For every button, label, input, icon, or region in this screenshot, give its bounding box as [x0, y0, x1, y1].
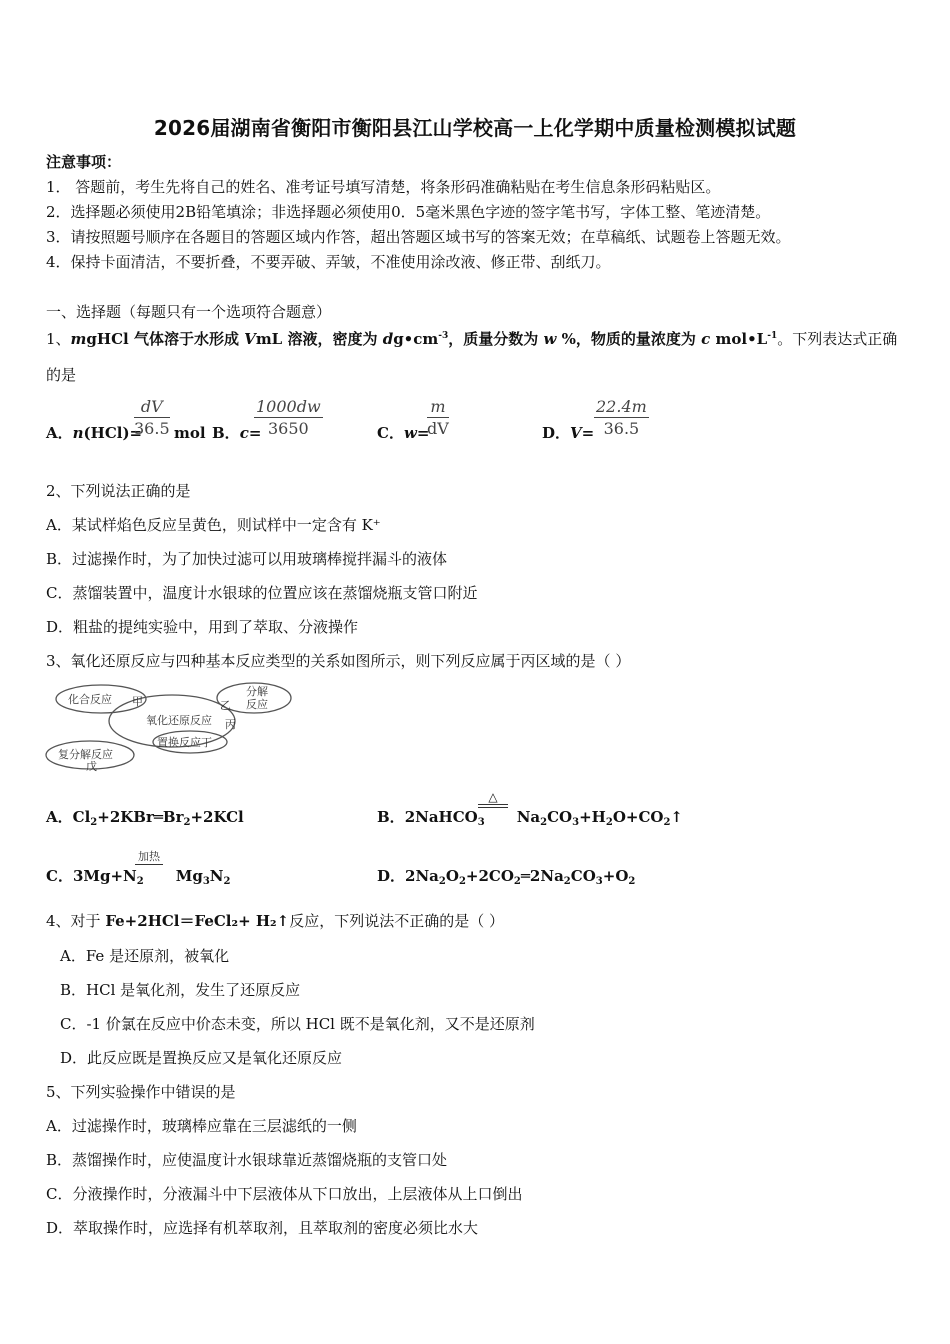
q5-option-a[interactable]: A．过滤操作时，玻璃棒应靠在三层滤纸的一侧: [46, 1117, 357, 1135]
option-var: n: [72, 424, 84, 442]
q4-text: 4、对于: [46, 912, 106, 930]
q1-option-a-fraction: [134, 397, 170, 438]
option-label: A．: [46, 808, 73, 826]
option-text: (HCl)=: [83, 424, 143, 442]
q3-option-b-eq-line-top: [478, 804, 508, 805]
label-decomposition-1: 分解: [246, 685, 268, 698]
q1-var: d: [382, 330, 394, 348]
option-text: =: [416, 424, 430, 442]
q1-option-c-fraction: [427, 397, 449, 438]
q1-option-a[interactable]: [46, 423, 142, 443]
q3-option-c[interactable]: C．$3Mg+N_2$ $Mg_3N_2$: [46, 867, 231, 887]
question-1-stem: [46, 326, 897, 349]
label-yi: 乙: [220, 699, 231, 712]
option-label: C．: [46, 867, 73, 885]
q1-text: g•cm: [393, 330, 439, 348]
q1-option-b-fraction: [254, 397, 323, 438]
fraction-denominator: 36.5: [603, 419, 640, 438]
q2-option-b[interactable]: B．过滤操作时，为了加快过滤可以用玻璃棒搅拌漏斗的液体: [46, 550, 448, 568]
q2-option-c[interactable]: C．蒸馏装置中，温度计水银球的位置应该在蒸馏烧瓶支管口附近: [46, 584, 478, 602]
q1-option-d-fraction: [594, 397, 649, 438]
fraction-numerator: 22.4m: [596, 397, 647, 416]
q1-option-d[interactable]: [542, 423, 594, 443]
q1-var: V: [244, 330, 256, 348]
q5-option-d[interactable]: D．萃取操作时，应选择有机萃取剂，且萃取剂的密度必须比水大: [46, 1219, 479, 1237]
q4-equation: Fe+2HCl＝FeCl₂+ H₂↑: [105, 912, 290, 930]
fraction-numerator: dV: [134, 397, 170, 418]
option-var: V: [570, 424, 582, 442]
label-double-decomposition: 复分解反应: [58, 748, 113, 761]
q4-option-c[interactable]: C．-1 价氯在反应中价态未变，所以 HCl 既不是氧化剂，又不是还原剂: [60, 1015, 535, 1033]
fraction-denominator: 36.5: [134, 419, 170, 438]
fraction-numerator: 1000dw: [256, 397, 321, 416]
q3-option-b-eq-line-bottom: [478, 807, 508, 808]
q1-var: c: [701, 330, 711, 348]
q3-option-c-condition: 加热: [138, 850, 160, 863]
q4-option-a[interactable]: A．Fe 是还原剂，被氧化: [60, 947, 230, 965]
q1-num: 1、: [46, 330, 71, 348]
q1-sup: -1: [767, 331, 778, 341]
q5-option-c[interactable]: C．分液操作时，分液漏斗中下层液体从下口放出，上层液体从上口倒出: [46, 1185, 523, 1203]
option-label: B．: [377, 808, 405, 826]
label-wu: 戊: [86, 760, 97, 773]
reaction-types-diagram: [44, 682, 296, 774]
q1-text: %，物质的量浓度为: [556, 330, 702, 348]
label-decomposition-2: 反应: [246, 698, 268, 711]
q4-text: 反应，下列说法不正确的是（ ）: [289, 912, 504, 930]
q1-text: mol•L: [710, 330, 768, 348]
question-3-stem: 3、氧化还原反应与四种基本反应类型的关系如图所示，则下列反应属于丙区域的是（ ）: [46, 652, 631, 670]
q3-option-c-eq-line: [135, 864, 163, 865]
q1-option-a-unit: mol: [174, 424, 206, 442]
option-text: =: [581, 424, 595, 442]
q3-option-b[interactable]: B．2NaHCO$_3$ $Na_2CO_3+H_2O+CO_2↑$: [377, 808, 683, 828]
label-redox: 氧化还原反应: [146, 714, 212, 727]
q2-option-d[interactable]: D．粗盐的提纯实验中，用到了萃取、分液操作: [46, 618, 359, 636]
q5-option-b[interactable]: B．蒸馏操作时，应使温度计水银球靠近蒸馏烧瓶的支管口处: [46, 1151, 448, 1169]
page-title: 2026届湖南省衡阳市衡阳县江山学校高一上化学期中质量检测模拟试题: [153, 116, 797, 140]
question-4-stem: [46, 911, 504, 931]
notice-item: 3．请按照题号顺序在各题目的答题区域内作答，超出答题区域书写的答案无效；在草稿纸、试题卷上答题无效。: [46, 228, 791, 246]
q1-var: w: [543, 330, 557, 348]
label-displacement: 置换反应丁: [157, 736, 212, 749]
fraction-numerator: m: [427, 397, 449, 418]
label-jia: 甲: [132, 695, 143, 708]
notice-heading: 注意事项：: [46, 153, 122, 171]
fraction-denominator: dV: [427, 419, 449, 438]
q3-option-a[interactable]: A．$Cl_2+2KBr═Br_2+2KCl$: [46, 808, 244, 828]
label-combination: 化合反应: [68, 693, 112, 706]
q3-option-b-condition: △: [488, 790, 498, 804]
option-var: w: [403, 424, 417, 442]
q4-option-d[interactable]: D．此反应既是置换反应又是氧化还原反应: [60, 1049, 343, 1067]
section-heading: 一、选择题（每题只有一个选项符合题意）: [46, 303, 332, 321]
q1-text: ，质量分数为: [448, 330, 544, 348]
option-text: =: [248, 424, 262, 442]
q3-option-d[interactable]: D．$2Na_2O_2+2CO_2═2Na_2CO_3+O_2$: [377, 867, 636, 887]
fraction-denominator: 3650: [267, 419, 309, 438]
notice-item: 1． 答题前，考生先将自己的姓名、准考证号填写清楚，将条形码准确粘贴在考生信息条形码粘贴区。: [46, 178, 721, 196]
question-5-stem: 5、下列实验操作中错误的是: [46, 1083, 236, 1101]
q1-text: mL 溶液，密度为: [255, 330, 383, 348]
q2-option-a[interactable]: A．某试样焰色反应呈黄色，则试样中一定含有 K⁺: [46, 516, 381, 534]
q1-sup: -3: [438, 331, 449, 341]
option-label: A．: [46, 424, 73, 442]
option-label: C．: [377, 424, 404, 442]
q4-option-b[interactable]: B．HCl 是氧化剂，发生了还原反应: [60, 981, 301, 999]
question-2-stem: 2、下列说法正确的是: [46, 482, 191, 500]
question-1-stem-line2: 的是: [46, 366, 77, 384]
option-label: D．: [542, 424, 571, 442]
q1-text: 。下列表达式正确: [777, 330, 898, 348]
notice-item: 2．选择题必须使用2B铅笔填涂；非选择题必须使用0．5毫米黑色字迹的签字笔书写，字体工整、笔迹清楚。: [46, 203, 771, 221]
label-bing: 丙: [225, 718, 236, 731]
q1-var: m: [70, 330, 87, 348]
option-label: D．: [377, 867, 406, 885]
option-label: B．: [212, 424, 240, 442]
notice-item: 4．保持卡面清洁，不要折叠，不要弄破、弄皱，不准使用涂改液、修正带、刮纸刀。: [46, 253, 611, 271]
option-var: c: [239, 424, 249, 442]
q1-option-c[interactable]: [377, 423, 429, 443]
q1-text: gHCl 气体溶于水形成: [86, 330, 245, 348]
